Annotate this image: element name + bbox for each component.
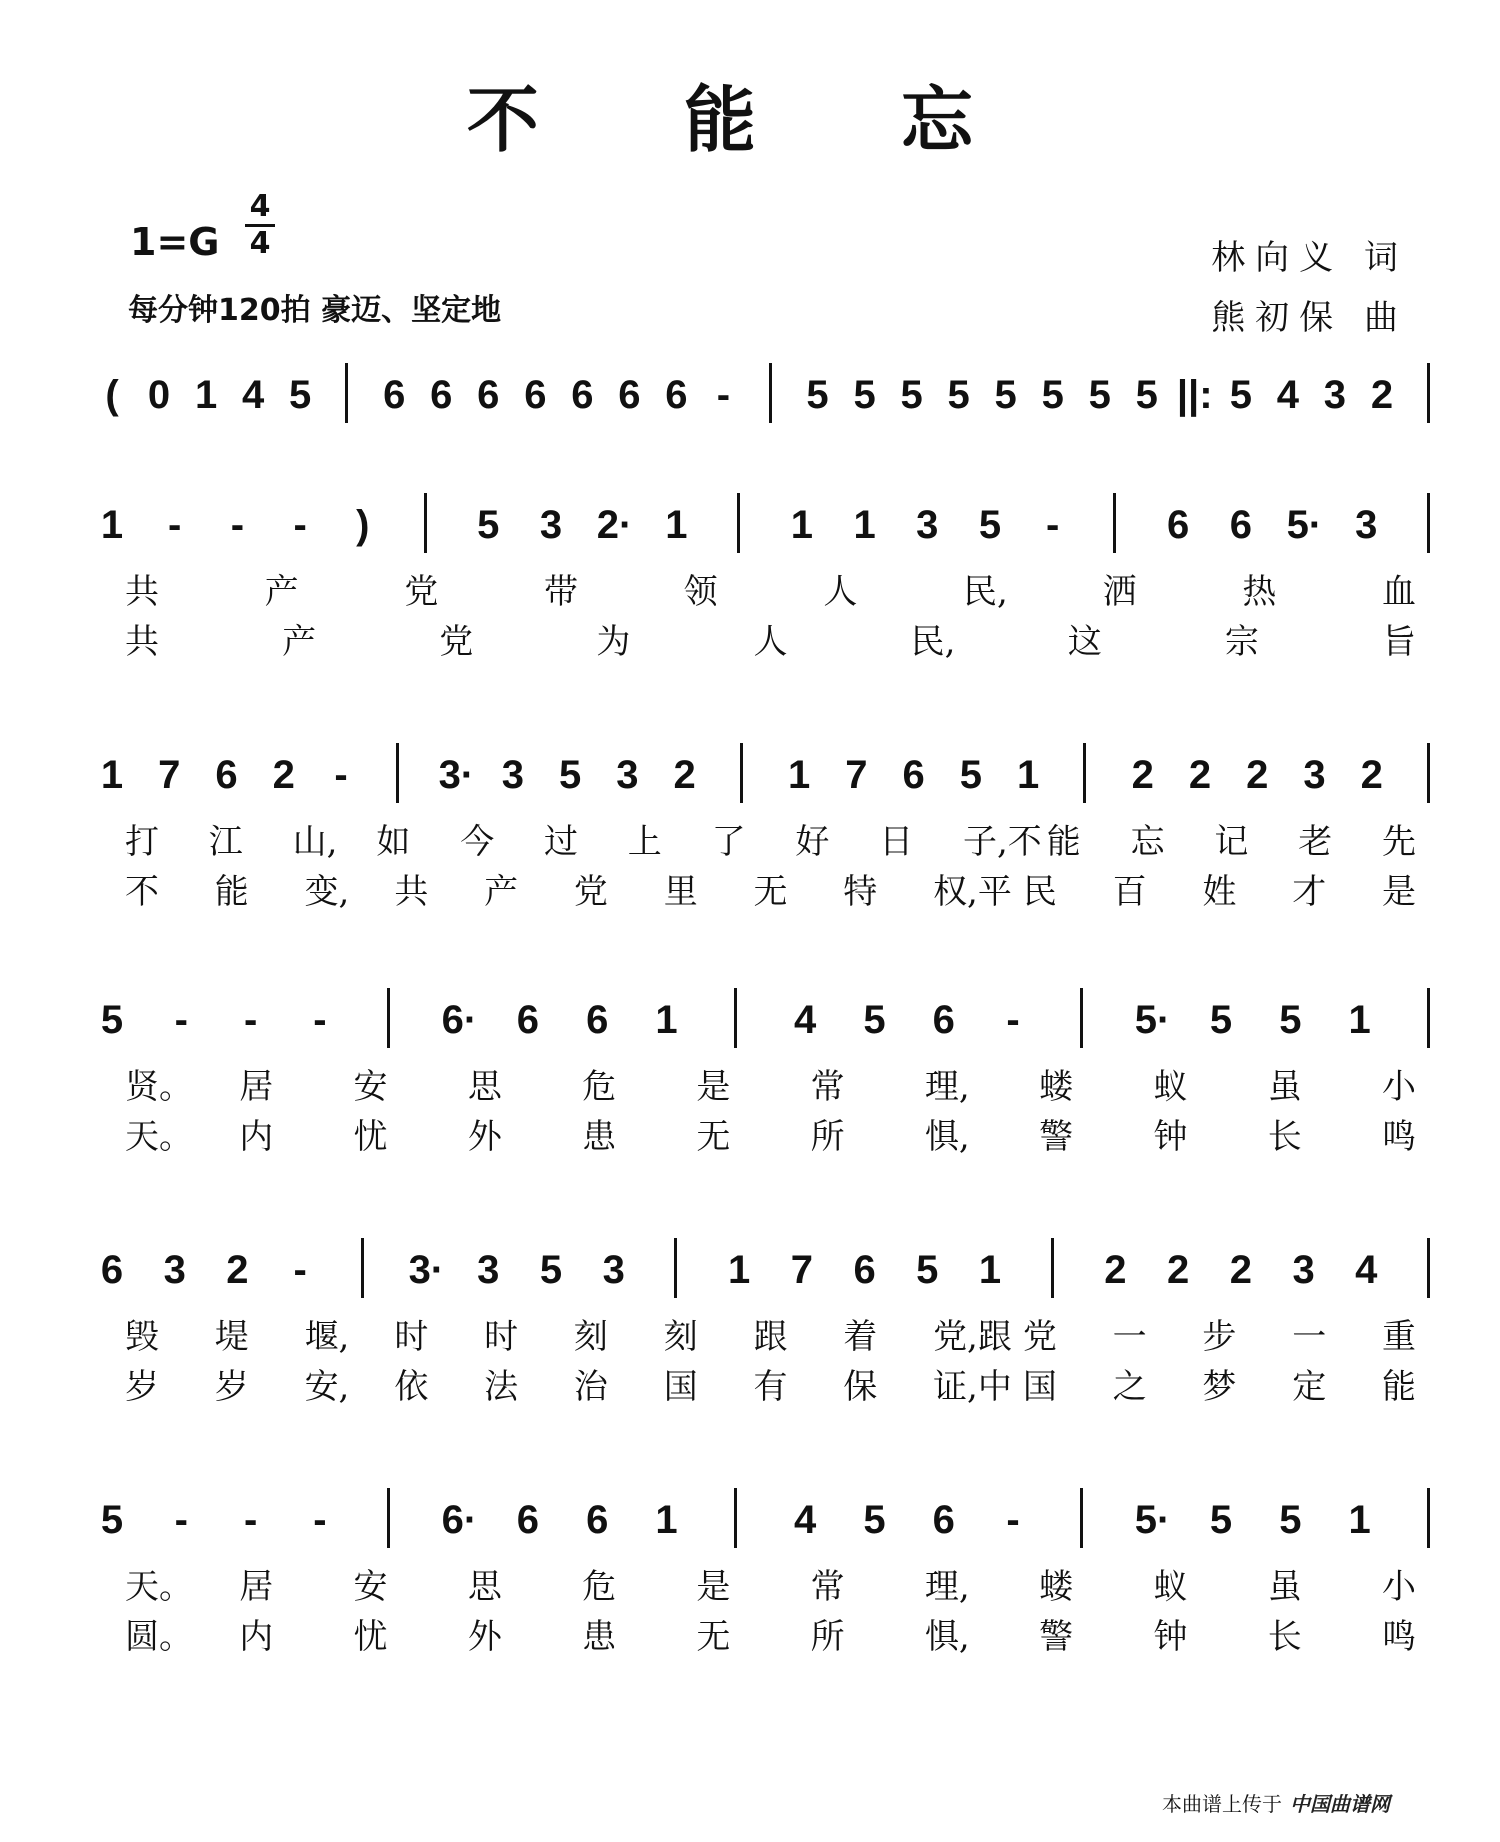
lyric-syllable: 山, (292, 822, 338, 862)
note: 6 (516, 998, 540, 1042)
lyric-syllable: 一 (1292, 1317, 1327, 1357)
lyric-syllable: 老 (1298, 822, 1333, 862)
lyric-syllable: 依 (394, 1367, 429, 1407)
sustain-dash: - (174, 998, 188, 1042)
lyric-syllable: 保 (843, 1367, 878, 1407)
note: 6 (902, 753, 925, 797)
lyric-syllable: 今 (460, 822, 495, 862)
sustain-dash: - (716, 373, 731, 417)
note: 7 (158, 753, 181, 797)
lyric-syllable: 共 (394, 872, 429, 912)
note: 5 (863, 1498, 886, 1542)
note: 3 (1323, 373, 1347, 417)
lyric-syllable: 安 (353, 1067, 388, 1107)
note: 3· (438, 753, 475, 797)
lyric-syllable: 党 (573, 872, 608, 912)
lyric-syllable: 警 (1039, 1117, 1074, 1157)
barline (1427, 493, 1430, 553)
note: 6 (665, 373, 688, 417)
time-signature-top: 4 (249, 189, 271, 224)
lyric-syllable: 天。 (125, 1117, 193, 1157)
lyric-syllable: 百 (1112, 872, 1147, 912)
tempo-marking: 每分钟120拍 豪迈、坚定地 (128, 293, 502, 328)
lyric-syllable: 时 (484, 1317, 519, 1357)
lyric-syllable: 民, (910, 622, 956, 662)
lyric-syllable: 子,不 (963, 822, 1042, 862)
lyric-syllable: 警 (1039, 1617, 1074, 1657)
note: 6 (571, 373, 594, 417)
note: 4 (241, 373, 265, 417)
note: 6 (618, 373, 641, 417)
lyric-syllable: 治 (573, 1367, 608, 1407)
note: ( (105, 373, 119, 417)
lyric-syllable: 内 (239, 1617, 274, 1657)
note: 5 (1041, 373, 1064, 417)
note: 5 (1279, 998, 1302, 1042)
note: 4 (794, 1498, 817, 1542)
lyric-syllable: 了 (711, 822, 746, 862)
lyric-syllable: 钟 (1153, 1617, 1188, 1657)
note: 5 (806, 373, 829, 417)
lyric-syllable: 蝼 (1039, 1567, 1074, 1607)
note: 5 (539, 1248, 563, 1292)
note: 1 (790, 503, 813, 547)
note: 3 (163, 1248, 186, 1292)
note: 4 (794, 998, 817, 1042)
lyric-syllable: 能 (214, 872, 249, 912)
barline (361, 1238, 364, 1298)
lyric-syllable: 是 (1382, 872, 1416, 912)
note: 4 (1355, 1248, 1378, 1292)
lyric-syllable: 外 (467, 1117, 502, 1157)
lyric-syllable: 梦 (1202, 1367, 1237, 1407)
lyric-syllable: 堤 (214, 1317, 249, 1357)
lyric-syllable: 是 (696, 1067, 731, 1107)
lyric-syllable: 重 (1382, 1317, 1416, 1357)
lyric-syllable: 带 (544, 572, 578, 612)
note: 1 (655, 998, 678, 1042)
site-logo: 中国曲谱网 (1290, 1792, 1390, 1816)
lyric-syllable: 忧 (353, 1117, 388, 1157)
lyric-syllable: 忘 (1130, 822, 1165, 862)
note: 5· (1286, 503, 1323, 547)
note: 5 (477, 503, 500, 547)
note: 0 (147, 373, 171, 417)
note: 3· (408, 1248, 445, 1292)
note: 1 (728, 1248, 751, 1292)
lyric-syllable: 为 (596, 622, 631, 662)
composer-credit: 熊初保 曲 (1211, 298, 1408, 338)
lyric-syllable: 变, (304, 872, 350, 912)
lyric-syllable: 堰, (304, 1317, 350, 1357)
lyric-syllable: 无 (753, 872, 788, 912)
lyric-syllable: 人 (823, 572, 858, 612)
note: 7 (845, 753, 868, 797)
note: 2 (1131, 753, 1154, 797)
lyric-syllable: 党 (1022, 1317, 1057, 1357)
note: 6· (441, 1498, 478, 1542)
note: 3 (916, 503, 939, 547)
note: 5 (994, 373, 1017, 417)
note: 6 (853, 1248, 876, 1292)
lyric-syllable: 人 (753, 622, 788, 662)
note: 5· (1134, 1498, 1171, 1542)
lyric-syllable: 产 (264, 572, 299, 612)
note: 6 (430, 373, 453, 417)
barline (1427, 363, 1430, 423)
barline (424, 493, 427, 553)
sustain-dash: - (293, 503, 307, 547)
sustain-dash: - (243, 1498, 258, 1542)
note: 2 (1360, 753, 1383, 797)
song-title: 不 能 忘 (466, 77, 1034, 162)
note: 1 (853, 503, 876, 547)
lyric-syllable: 热 (1242, 572, 1277, 612)
lyric-syllable: 着 (843, 1317, 878, 1357)
lyric-syllable: 宗 (1224, 622, 1259, 662)
lyric-syllable: 姓 (1202, 872, 1237, 912)
note: 5 (947, 373, 970, 417)
lyric-syllable: 定 (1292, 1367, 1327, 1407)
lyric-syllable: 蚁 (1153, 1067, 1188, 1107)
sustain-dash: - (1006, 998, 1020, 1042)
lyric-syllable: 能 (1046, 822, 1081, 862)
lyric-syllable: 是 (696, 1567, 731, 1607)
lyric-syllable: 虽 (1267, 1567, 1302, 1607)
barline (387, 988, 390, 1048)
note: 6 (516, 1498, 540, 1542)
note: 3 (477, 1248, 500, 1292)
barline (1427, 1238, 1430, 1298)
lyric-syllable: 所 (810, 1617, 845, 1657)
lyric-syllable: 蚁 (1153, 1567, 1188, 1607)
lyric-syllable: 长 (1267, 1117, 1302, 1157)
score-row (0, 753, 1500, 912)
note: 1 (978, 1248, 1002, 1292)
note: 3 (616, 753, 639, 797)
barline (345, 363, 348, 423)
note: 5 (1088, 373, 1111, 417)
note: 2 (1370, 373, 1394, 417)
lyric-syllable: 所 (810, 1117, 845, 1157)
lyric-syllable: 产 (282, 622, 317, 662)
lyricist-credit: 林向义 词 (1211, 238, 1408, 278)
sustain-dash: - (293, 1248, 307, 1292)
lyric-syllable: 毁 (125, 1317, 159, 1357)
lyric-syllable: 日 (879, 822, 914, 862)
barline (1080, 1488, 1083, 1548)
lyric-syllable: 刻 (663, 1317, 698, 1357)
lyric-syllable: 江 (208, 822, 243, 862)
lyric-syllable: 蝼 (1039, 1067, 1074, 1107)
sustain-dash: - (1046, 503, 1060, 547)
lyric-syllable: 鸣 (1382, 1617, 1416, 1657)
note: 5 (1209, 1498, 1233, 1542)
lyric-syllable: 钟 (1153, 1117, 1188, 1157)
note: 3 (602, 1248, 625, 1292)
barline (1113, 493, 1116, 553)
note: 5 (1229, 373, 1252, 417)
note: 1 (1348, 1498, 1371, 1542)
note: 1 (1017, 753, 1040, 797)
lyric-syllable: 过 (544, 822, 578, 862)
note: 5 (289, 373, 312, 417)
note: 5 (959, 753, 983, 797)
barline (1427, 743, 1430, 803)
lyric-syllable: 血 (1382, 572, 1416, 612)
score-row (0, 375, 1500, 495)
lyric-syllable: 岁 (214, 1367, 249, 1407)
lyric-syllable: 党 (404, 572, 439, 612)
lyric-syllable: 安, (304, 1367, 350, 1407)
note: 1 (655, 1498, 678, 1542)
lyric-syllable: 圆。 (125, 1617, 193, 1657)
note: 2 (1104, 1248, 1127, 1292)
lyric-syllable: 居 (239, 1067, 274, 1107)
sustain-dash: - (168, 503, 182, 547)
note: 6 (586, 998, 609, 1042)
lyric-syllable: 民, (963, 572, 1008, 612)
note: 6 (100, 1248, 124, 1292)
note: 5 (853, 373, 876, 417)
note: 5 (900, 373, 923, 417)
lyric-syllable: 虽 (1267, 1067, 1302, 1107)
lyric-syllable: 患 (582, 1617, 617, 1657)
barline (737, 493, 740, 553)
lyric-syllable: 特 (843, 872, 878, 912)
note: 2 (1246, 753, 1269, 797)
note: 2 (272, 753, 295, 797)
lyric-syllable: 常 (810, 1567, 845, 1607)
footer (1162, 1788, 1390, 1817)
barline (1427, 1488, 1430, 1548)
note: 4 (1276, 373, 1300, 417)
score-row (0, 1248, 1500, 1407)
lyric-syllable: 民 (1022, 872, 1057, 912)
note: 5 (916, 1248, 939, 1292)
note: 5 (100, 998, 124, 1042)
lyric-syllable: 党,跟 (933, 1317, 1012, 1357)
barline (396, 743, 399, 803)
lyric-syllable: 安 (353, 1567, 388, 1607)
lyric-syllable: 贤。 (125, 1067, 193, 1107)
lyric-syllable: 时 (394, 1317, 429, 1357)
score-row (0, 998, 1500, 1157)
lyric-syllable: 岁 (125, 1367, 159, 1407)
lyric-syllable: 产 (484, 872, 519, 912)
note: 5 (100, 1498, 124, 1542)
lyric-syllable: 危 (582, 1067, 617, 1107)
note: 7 (790, 1248, 813, 1292)
note: 5 (1279, 1498, 1302, 1542)
note: 6 (586, 1498, 609, 1542)
lyric-syllable: 刻 (573, 1317, 608, 1357)
sustain-dash: - (313, 1498, 327, 1542)
note: 1 (194, 373, 218, 417)
key-signature: 1=G (130, 220, 220, 264)
lyric-syllable: 里 (663, 872, 698, 912)
note: 3 (1303, 753, 1326, 797)
note: 6 (932, 998, 955, 1042)
lyric-syllable: 长 (1267, 1617, 1302, 1657)
barline (387, 1488, 390, 1548)
score-row (0, 503, 1500, 662)
note: ||: (1176, 373, 1213, 417)
time-signature (245, 190, 275, 261)
lyric-syllable: 常 (810, 1067, 845, 1107)
lyric-syllable: 居 (239, 1567, 274, 1607)
lyric-syllable: 党 (439, 622, 474, 662)
lyric-syllable: 思 (467, 1567, 502, 1607)
lyric-syllable: 之 (1112, 1367, 1147, 1407)
barline (1083, 743, 1086, 803)
note: 2 (226, 1248, 249, 1292)
barline (1080, 988, 1083, 1048)
lyric-syllable: 旨 (1382, 622, 1416, 662)
note: 1 (665, 503, 688, 547)
sustain-dash: - (174, 1498, 188, 1542)
note: 2 (673, 753, 696, 797)
note: 6 (1229, 503, 1252, 547)
barline (1051, 1238, 1054, 1298)
note: 3 (1355, 503, 1378, 547)
lyric-syllable: 领 (683, 572, 718, 612)
lyric-syllable: 惧, (924, 1117, 970, 1157)
lyric-syllable: 小 (1382, 1067, 1416, 1107)
lyric-syllable: 国 (1022, 1367, 1057, 1407)
note: 6 (215, 753, 238, 797)
sustain-dash: - (243, 998, 258, 1042)
note: 1 (788, 753, 811, 797)
barline (769, 363, 772, 423)
barline (1427, 988, 1430, 1048)
lyric-syllable: 一 (1112, 1317, 1147, 1357)
lyric-syllable: 国 (663, 1367, 698, 1407)
barline (734, 988, 737, 1048)
lyric-syllable: 无 (696, 1617, 731, 1657)
lyric-syllable: 小 (1382, 1567, 1416, 1607)
sustain-dash: - (230, 503, 245, 547)
note: 5 (558, 753, 582, 797)
lyric-syllable: 内 (239, 1117, 274, 1157)
lyric-syllable: 证,中 (933, 1367, 1012, 1407)
time-signature-bottom: 4 (245, 224, 275, 261)
note: 1 (100, 753, 124, 797)
lyric-syllable: 鸣 (1382, 1117, 1416, 1157)
lyric-syllable: 思 (467, 1067, 502, 1107)
lyric-syllable: 有 (753, 1367, 788, 1407)
note: 1 (100, 503, 124, 547)
lyric-syllable: 理, (924, 1067, 970, 1107)
note: 3 (501, 753, 524, 797)
lyric-syllable: 如 (376, 822, 411, 862)
note: 6 (477, 373, 500, 417)
lyric-syllable: 这 (1067, 622, 1102, 662)
lyric-syllable: 洒 (1102, 572, 1137, 612)
lyric-syllable: 才 (1292, 872, 1327, 912)
note: 3 (1292, 1248, 1315, 1292)
note: 6 (1167, 503, 1190, 547)
note: 6 (932, 1498, 955, 1542)
note: 6· (441, 998, 478, 1042)
sustain-dash: - (1006, 1498, 1020, 1542)
note: 5 (978, 503, 1002, 547)
note: 2· (596, 503, 633, 547)
lyric-syllable: 忧 (353, 1617, 388, 1657)
lyric-syllable: 共 (125, 572, 159, 612)
note: 6 (524, 373, 547, 417)
note: 1 (1348, 998, 1371, 1042)
lyric-syllable: 权,平 (933, 872, 1012, 912)
barline (740, 743, 743, 803)
lyric-syllable: 共 (125, 622, 159, 662)
note: 2 (1229, 1248, 1252, 1292)
lyric-syllable: 上 (627, 822, 662, 862)
lyric-syllable: 好 (795, 822, 830, 862)
lyric-syllable: 天。 (125, 1567, 193, 1607)
lyric-syllable: 危 (582, 1567, 617, 1607)
lyric-syllable: 无 (696, 1117, 731, 1157)
lyric-syllable: 外 (467, 1617, 502, 1657)
lyric-syllable: 不 (125, 872, 159, 912)
note: 2 (1188, 753, 1212, 797)
lyric-syllable: 患 (582, 1117, 617, 1157)
note: 3 (539, 503, 563, 547)
note: ) (356, 503, 370, 547)
lyric-syllable: 先 (1382, 822, 1416, 862)
note: 6 (383, 373, 406, 417)
lyric-syllable: 记 (1214, 822, 1249, 862)
sustain-dash: - (334, 753, 348, 797)
barline (674, 1238, 677, 1298)
lyric-syllable: 惧, (924, 1617, 970, 1657)
note: 5 (863, 998, 886, 1042)
note: 2 (1167, 1248, 1190, 1292)
score-row (0, 1498, 1500, 1657)
lyric-syllable: 法 (484, 1367, 519, 1407)
lyric-syllable: 能 (1382, 1367, 1416, 1407)
note: 5· (1134, 998, 1171, 1042)
note: 5 (1209, 998, 1233, 1042)
lyric-syllable: 跟 (753, 1317, 788, 1357)
barline (734, 1488, 737, 1548)
note: 5 (1135, 373, 1158, 417)
lyric-syllable: 打 (125, 822, 159, 862)
sustain-dash: - (313, 998, 327, 1042)
lyric-syllable: 理, (924, 1567, 970, 1607)
lyric-syllable: 步 (1202, 1317, 1237, 1357)
footer-text: 本曲谱上传于 (1162, 1792, 1282, 1816)
